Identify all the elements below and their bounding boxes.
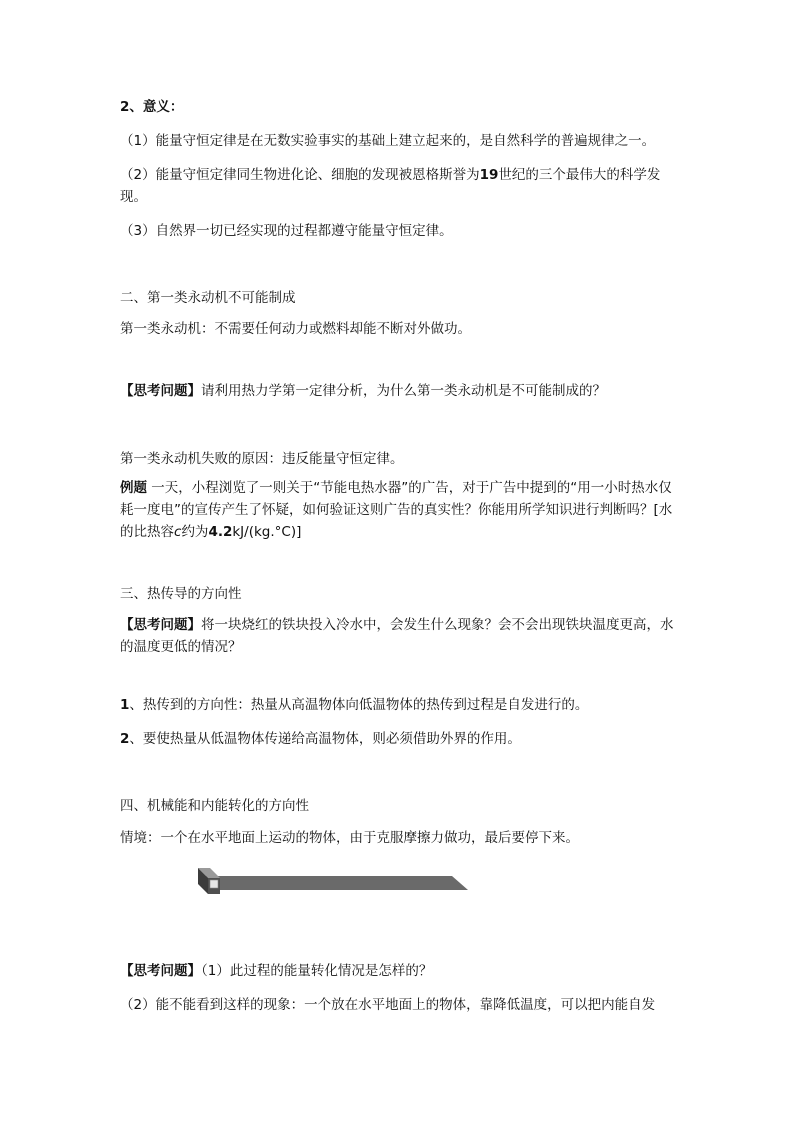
mech-heading: 四、机械能和内能转化的方向性 — [120, 798, 309, 814]
meaning-item-3: （3）自然界一切已经实现的过程都遵守能量守恒定律。 — [120, 223, 453, 239]
mech-question-2: （2）能不能看到这样的现象：一个放在水平地面上的物体，靠降低温度，可以把内能自发 — [120, 997, 656, 1013]
perpetual-heading: 二、第一类永动机不可能制成 — [120, 290, 296, 306]
heat-point-1: 1、热传到的方向性：热量从高温物体向低温物体的热传到过程是自发进行的。 — [120, 697, 589, 713]
meaning-item-1: （1）能量守恒定律是在无数实验事实的基础上建立起来的，是自然科学的普遍规律之一。 — [120, 133, 656, 149]
heat-point-2: 2、要使热量从低温物体传递给高温物体，则必须借助外界的作用。 — [120, 731, 521, 747]
block-marker — [210, 880, 218, 888]
meaning-heading: 2、意义： — [120, 99, 184, 115]
perpetual-question: 【思考问题】请利用热力学第一定律分析，为什么第一类永动机是不可能制成的？ — [120, 383, 606, 399]
perpetual-reason: 第一类永动机失败的原因：违反能量守恒定律。 — [120, 451, 404, 467]
meaning-item-2: （2）能量守恒定律同生物进化论、细胞的发现被恩格斯誉为19世纪的三个最伟大的科学发现。 — [120, 167, 661, 205]
mech-scenario: 情境：一个在水平地面上运动的物体，由于克服摩擦力做功，最后要停下来。 — [120, 830, 579, 846]
example-paragraph: 例题 一天，小程浏览了一则关于“节能电热水器”的广告，对于广告中提到的“用一小时热水仅耗一度电”的宣传产生了怀疑，如何验证这则广告的真实性？你能用所学知识进行判断吗？[水的比热容c约为4.2kJ/(kg.°C)] — [120, 480, 673, 540]
mech-question-1: 【思考问题】（1）此过程的能量转化情况是怎样的？ — [120, 963, 433, 979]
heat-heading: 三、热传导的方向性 — [120, 586, 242, 602]
perpetual-definition: 第一类永动机：不需要任何动力或燃料却能不断对外做功。 — [120, 321, 471, 337]
block-on-ground-figure — [192, 866, 472, 902]
heat-question: 【思考问题】将一块烧红的铁块投入冷水中，会发生什么现象？会不会出现铁块温度更高，水的温度更低的情况？ — [120, 617, 674, 655]
ground-surface — [204, 876, 468, 890]
